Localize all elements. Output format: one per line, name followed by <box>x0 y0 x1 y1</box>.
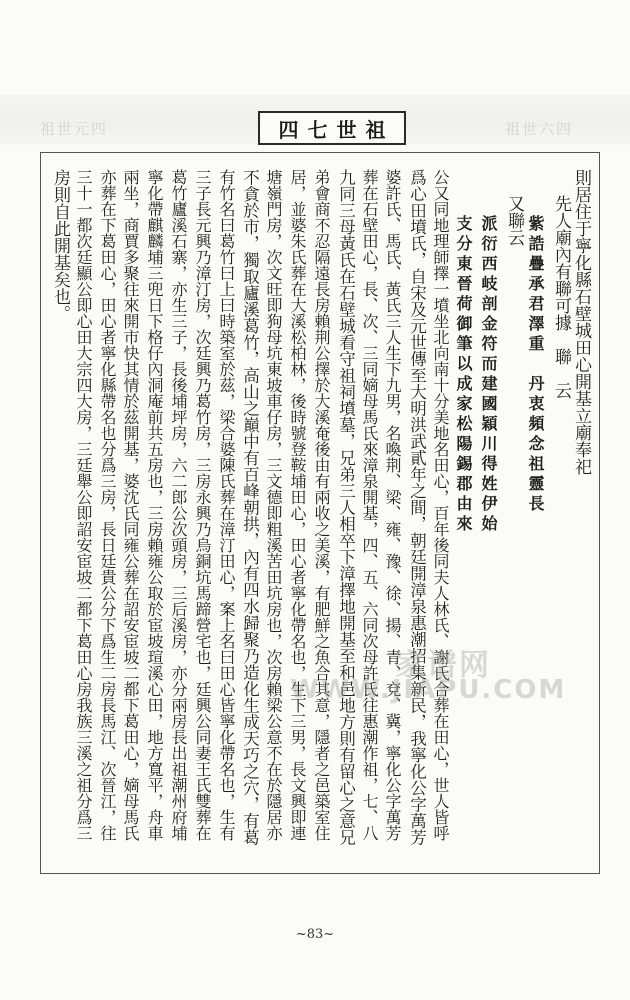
text-column-10: 居，並婆朱氏葬在大溪松柏林，後時號登鞍埔田心，田心者寧化帶名也，生下三男，長文興即連 <box>288 169 307 841</box>
text-column-4: 公又同地理師擇一墳坐北向南十分美地名田心，百年後同夫人林氏、謝氏合葬在田心，世人皆呼 <box>431 169 450 841</box>
title-box <box>258 111 406 145</box>
bleed-through-text-left: 祖世元四 <box>40 120 109 138</box>
text-column-16: 寧化帶麒麟埔三兜日下格仔內洞庵前共五房也，三房賴雍公取於宦坡瑄溪心田，地方寬平，舟車 <box>145 169 164 841</box>
text-column-1: 則居住于寧化縣石壁城田心開基立廟奉祀 <box>571 169 591 475</box>
couplet-line-2: 派衍西岐剖金符而建國穎川得姓伊始 <box>479 215 498 535</box>
text-column-19: 三十一都次廷顯公即心田大宗四大房，三廷舉公即詔安宦坡二都下葛田心房我族三溪之祖分爲三 <box>74 169 93 841</box>
content-box <box>40 152 600 874</box>
text-column-5: 爲心田墳氏，自宋及元世傳至大明洪武貳年之間，朝廷開漳泉惠潮招集新民，我寧化公字萬芳 <box>407 169 427 846</box>
bleed-through-text-right: 祖世六四 <box>505 120 574 138</box>
watermark-logo: 家谱网 <box>395 648 491 683</box>
text-column-12: 不貪於市，獨取廬溪葛竹，高山之巔中有百峰朝拱，內有四水歸聚乃造化生成天巧之穴，有葛 <box>240 169 260 846</box>
text-column-6: 婆許氏、馬氏、黃氏三人生下九男，名喚荆、梁、雍、豫、徐、揚、青、兗、冀，寧化公字萬芳 <box>383 169 402 841</box>
text-column-2: 先人廟內有聯可據 聯 云 <box>551 195 571 399</box>
text-column-8: 九同三母黃氏在石壁城看守祖祠墳墓，兄弟三人相卒下漳擇地開基至和邑地方則有留心之意兄 <box>336 169 356 846</box>
page-title: 四七世祖 <box>278 117 395 142</box>
text-column-11: 塘嶺門房，次文旺即狗母坑東坡車仔房，三文德即粗溪苦田坑房也，次房賴梁公意不在於隱居亦 <box>264 169 283 841</box>
couplet-line-1: 紫誥疊承君澤重 丹衷頻念祖靈長 <box>526 215 545 515</box>
watermark-url: WWW.JIAPU.COM <box>290 675 567 705</box>
text-column-7: 葬在石壁田心，長、次、三同嫡母馬氏來漳泉開基，四、五、六同次母許氏往惠潮作祖，七、八 <box>360 169 379 841</box>
text-column-3: 又聯云 <box>504 195 524 246</box>
text-column-13: 有竹名曰葛竹曰上曰時築室於茲，梁合婆陳氏葬在漳汀田心，案上名曰田心皆寧化帶名也，生有 <box>217 169 236 841</box>
couplet-line-3: 支分東晉荷御筆以成家松陽錫郡由來 <box>454 215 473 535</box>
text-column-15: 葛竹廬溪石寨，亦生三子，長後埔坪房，六二郎公次頭房，三后溪房，亦分兩房長出祖潮州府埔 <box>169 169 188 841</box>
page-number: ~83~ <box>295 927 335 942</box>
text-column-18: 亦葬在下葛田心，田心者寧化縣帶名也分爲三房，長日廷貴公分下爲生二房長馬江、次晉江，往 <box>98 169 117 841</box>
text-column-17: 兩坐，商賈多聚往來開市快其情於茲開基，婆沈氏同雍公葬在詔安宦坡二都下葛田心，嫡母馬氏 <box>121 169 140 841</box>
text-column-9: 弟會商不忍隔遠長房賴荆公擇於大溪奄後由有兩收之美溪，有肥鮮之魚合其意，隱者之邑築室住 <box>312 169 331 841</box>
text-column-20: 房則自此開基矣也。 <box>50 169 70 322</box>
text-column-14: 三子長元興乃漳汀房，次廷興乃葛竹房，三房永興乃烏銅坑馬蹄營宅也，廷興公同妻王氏雙葬在 <box>193 169 212 841</box>
